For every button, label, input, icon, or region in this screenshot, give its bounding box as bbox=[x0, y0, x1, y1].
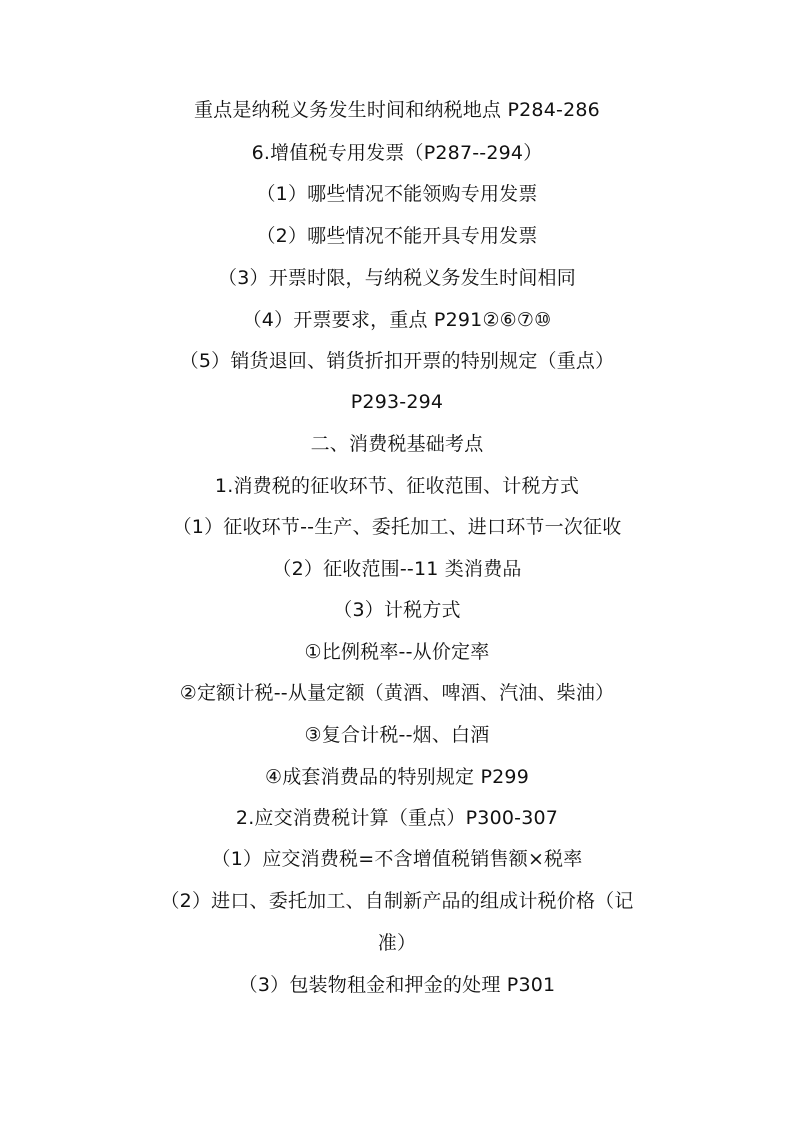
text-line-composite-price: （2）进口、委托加工、自制新产品的组成计税价格（记 bbox=[160, 890, 634, 912]
text-line-page-reference: P293-294 bbox=[350, 391, 444, 413]
text-line-tax-method: （3）计税方式 bbox=[333, 599, 461, 621]
text-line-collection-scope: （2）征收范围--11 类消费品 bbox=[272, 558, 522, 580]
text-line-packaging-deposit: （3）包装物租金和押金的处理 P301 bbox=[238, 974, 556, 996]
text-line-specific-duty: ②定额计税--从量定额（黄酒、啤酒、汽油、柴油） bbox=[179, 682, 615, 704]
text-line-package-goods: ④成套消费品的特别规定 P299 bbox=[265, 766, 529, 788]
section-heading-consumption-tax: 二、消费税基础考点 bbox=[310, 433, 484, 455]
heading-collection-scope-method: 1.消费税的征收环节、征收范围、计税方式 bbox=[214, 475, 580, 497]
text-line-ad-valorem: ①比例税率--从价定率 bbox=[304, 641, 490, 663]
text-line-invoice-time-limit: （3）开票时限，与纳税义务发生时间相同 bbox=[218, 267, 576, 289]
heading-vat-special-invoice: 6.增值税专用发票（P287--294） bbox=[251, 142, 543, 164]
text-line-compound-tax: ③复合计税--烟、白酒 bbox=[304, 724, 490, 746]
text-line-cannot-issue-invoice: （2）哪些情况不能开具专用发票 bbox=[256, 225, 538, 247]
text-line-cannot-purchase-invoice: （1）哪些情况不能领购专用发票 bbox=[256, 183, 538, 205]
heading-tax-calculation: 2.应交消费税计算（重点）P300-307 bbox=[235, 807, 559, 829]
text-line-collection-stage: （1）征收环节--生产、委托加工、进口环节一次征收 bbox=[172, 516, 622, 538]
text-line-tax-formula: （1）应交消费税=不含增值税销售额×税率 bbox=[211, 848, 583, 870]
text-line-composite-price-continued: 准） bbox=[377, 932, 417, 954]
text-line-invoice-requirements: （4）开票要求，重点 P291②⑥⑦⑩ bbox=[242, 309, 552, 331]
text-line-obligation-time-location: 重点是纳税义务发生时间和纳税地点 P284-286 bbox=[194, 99, 600, 121]
text-line-returns-discounts: （5）销货退回、销货折扣开票的特别规定（重点） bbox=[179, 350, 615, 372]
